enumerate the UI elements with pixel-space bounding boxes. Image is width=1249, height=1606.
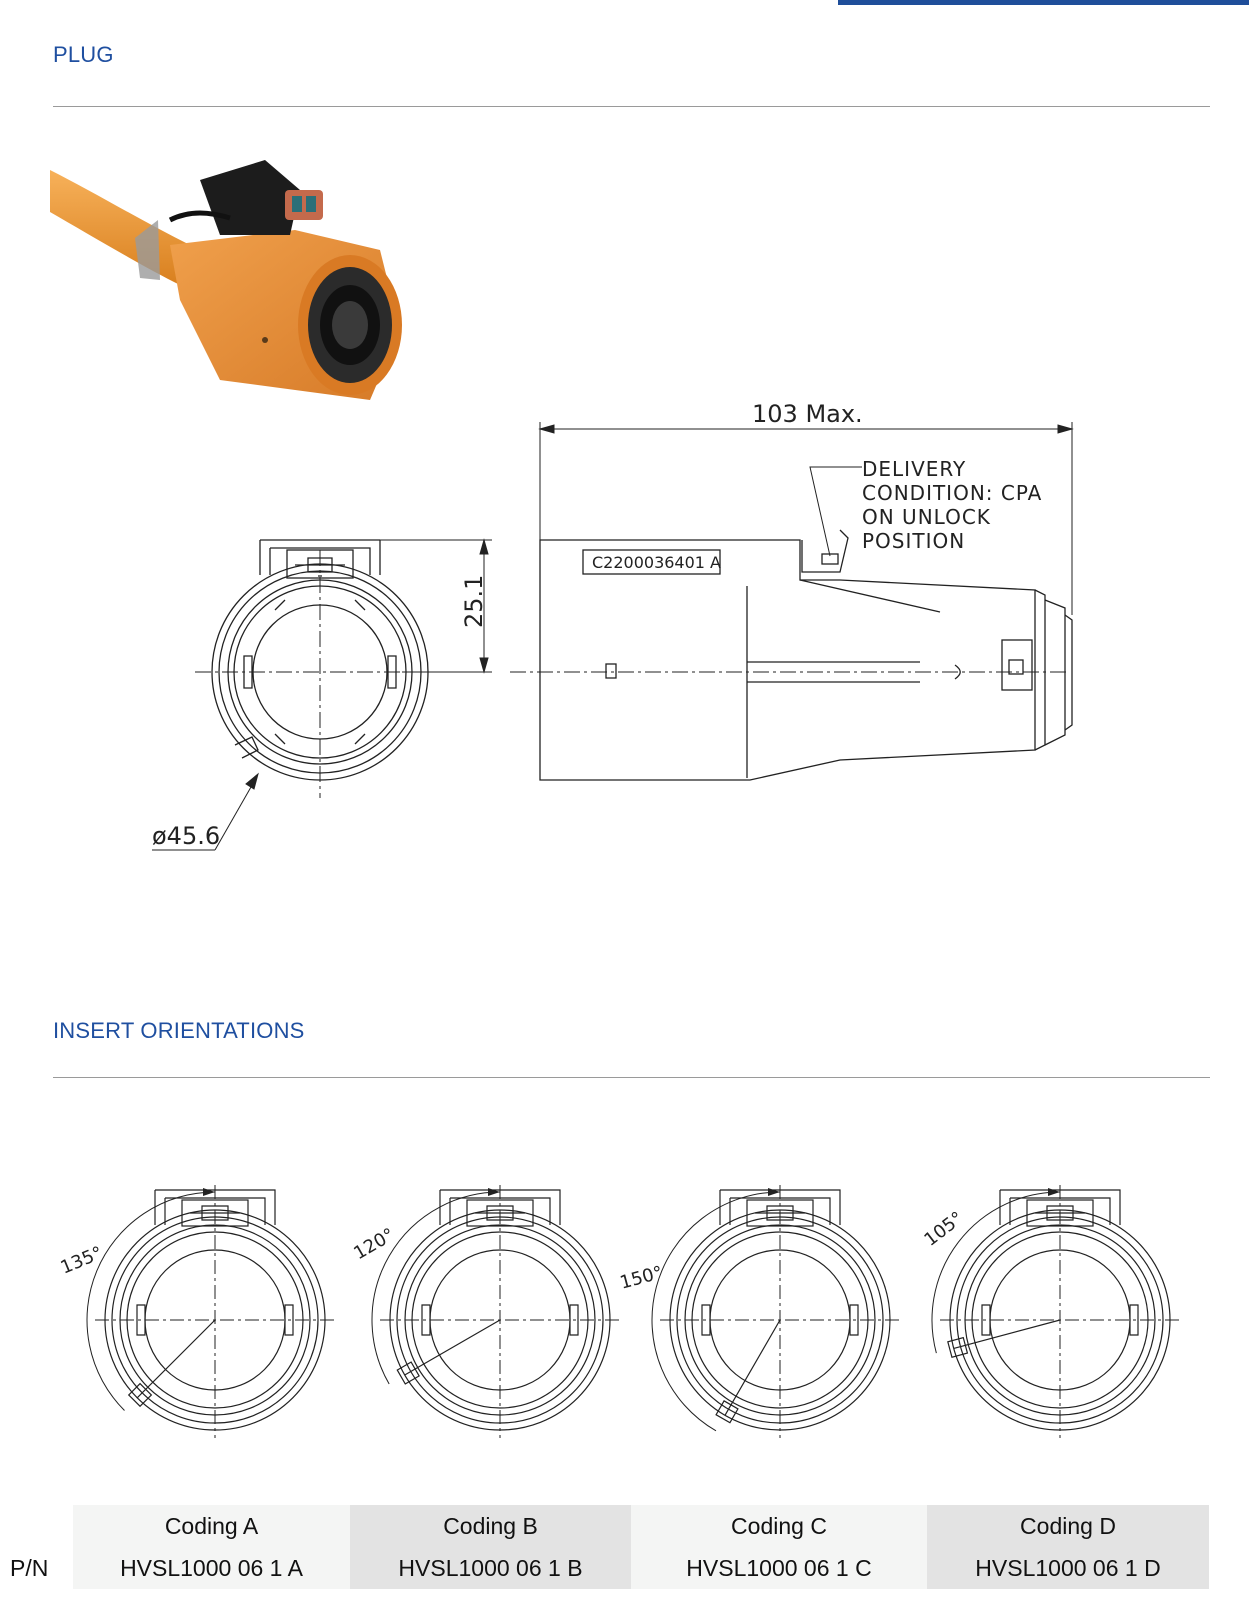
orientation-angle-d: 105° (920, 1207, 968, 1251)
plug-section-title: PLUG (53, 42, 114, 67)
plug-technical-drawing (140, 400, 1120, 880)
delivery-note-line-3: ON UNLOCK (862, 505, 991, 529)
delivery-note-line-1: DELIVERY (862, 457, 967, 481)
orientation-angle-a: 135° (57, 1242, 106, 1279)
coding-b-part-number: HVSL1000 06 1 B (350, 1547, 631, 1589)
coding-c-part-number: HVSL1000 06 1 C (631, 1547, 927, 1589)
insert-orientations-title: INSERT ORIENTATIONS (53, 1018, 305, 1043)
coding-table (10, 1505, 1209, 1589)
orientation-drawing-d (920, 1180, 1195, 1450)
part-number-label: C2200036401 A (592, 553, 721, 572)
orientation-drawing-a (57, 1180, 350, 1450)
coding-a-part-number: HVSL1000 06 1 A (73, 1547, 350, 1589)
plug-product-photo (50, 150, 430, 420)
diameter-dimension: ø45.6 (152, 822, 221, 850)
orientation-drawing-c (617, 1180, 915, 1450)
orientation-drawing-b (350, 1180, 635, 1450)
header-spacer-cell (10, 1505, 73, 1547)
coding-header-row (10, 1505, 1209, 1547)
delivery-note-line-4: POSITION (862, 529, 966, 553)
coding-d-part-number: HVSL1000 06 1 D (927, 1547, 1209, 1589)
coding-a-header: Coding A (73, 1505, 350, 1547)
coding-b-header: Coding B (350, 1505, 631, 1547)
delivery-note-line-2: CONDITION: CPA (862, 481, 1043, 505)
orientation-angle-b: 120° (350, 1224, 399, 1265)
orientation-angle-c: 150° (617, 1262, 666, 1294)
plug-section-divider (53, 106, 1210, 107)
length-dimension: 103 Max. (752, 400, 863, 428)
part-number-row (10, 1547, 1209, 1589)
top-accent-bar (838, 0, 1249, 5)
coding-d-header: Coding D (927, 1505, 1209, 1547)
insert-section-divider (53, 1077, 1210, 1078)
coding-c-header: Coding C (631, 1505, 927, 1547)
pn-row-label: P/N (10, 1547, 73, 1589)
height-dimension: 25.1 (460, 574, 488, 628)
